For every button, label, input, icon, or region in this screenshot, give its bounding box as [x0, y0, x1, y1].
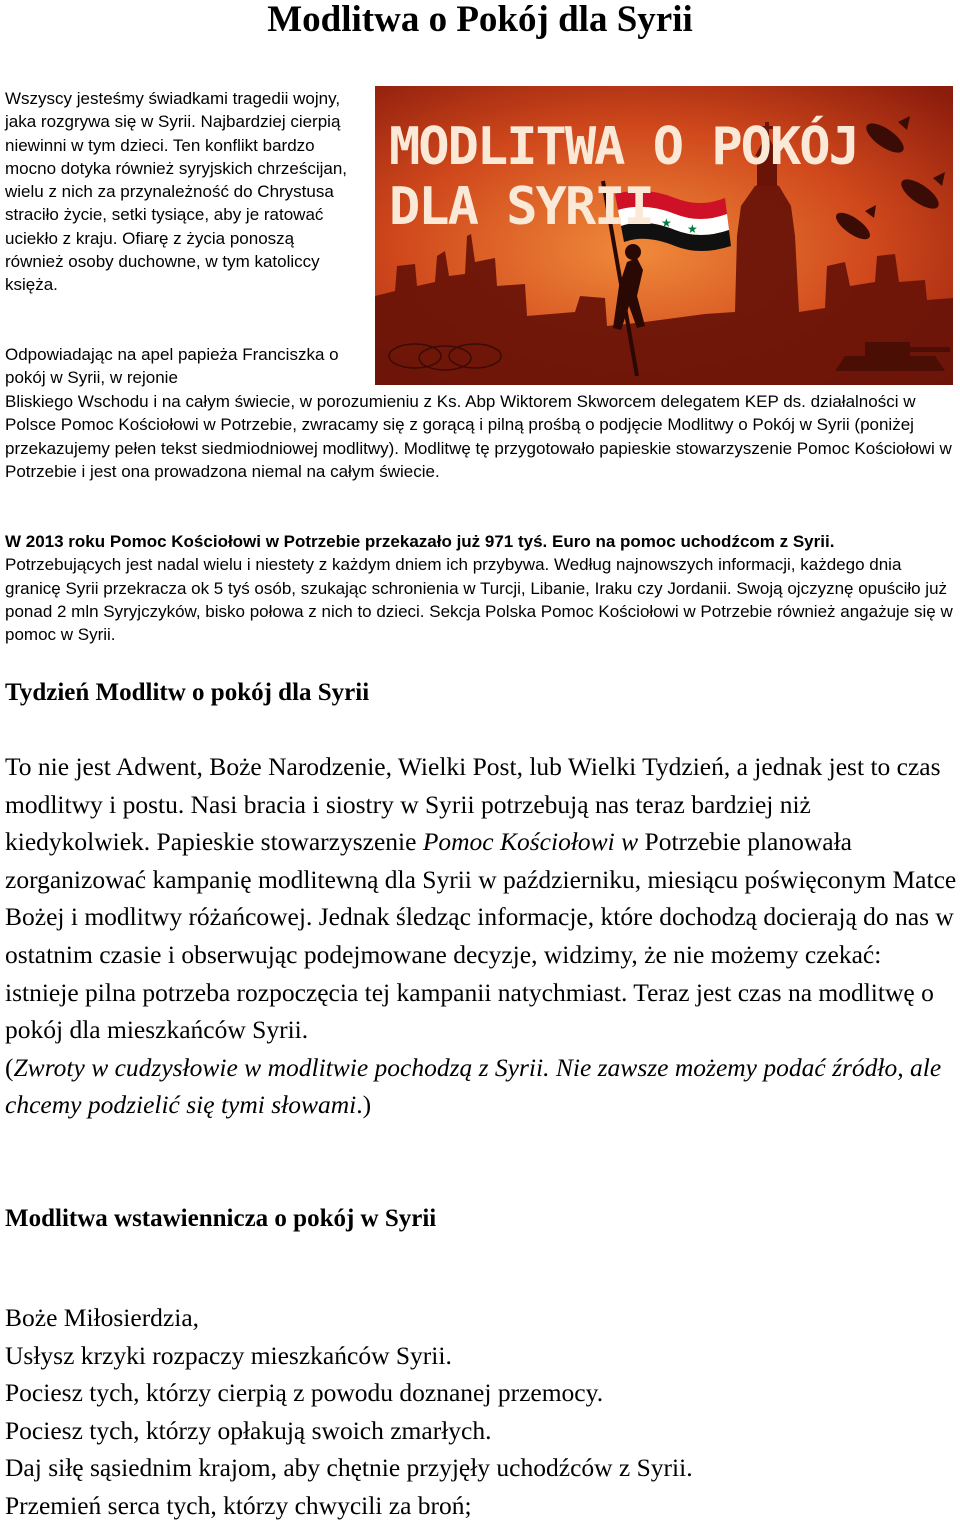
- prayer-line: Usłysz krzyki rozpaczy mieszkańców Syrii.: [5, 1340, 452, 1370]
- campaign-poster-image: [375, 86, 953, 385]
- note-close: .): [356, 1090, 372, 1120]
- quotation-note: Zwroty w cudzysłowie w modlitwie pochodzą z Syrii. Nie zawsze możemy podać źródło, ale chcemy podzielić się tymi słowami: [5, 1052, 942, 1120]
- intro-paragraph: Wszyscy jesteśmy świadkami tragedii wojny, jaka rozgrywa się w Syrii. Najbardziej cierpią niewinni w tym dzieci. Ten konflikt bardzo mocno dotyka również syryjskich chrześcijan, wielu z nich za przynależność do Chrystusa straciło życie, setki tysiące, aby je ratować uciekło z kraju. Ofiarę z życia ponoszą również osoby duchowne, w tym katoliccy księża.: [5, 89, 348, 295]
- prayer-line: Daj siłę sąsiednim krajom, aby chętnie przyjęły uchodźców z Syrii.: [5, 1453, 693, 1483]
- poster-title-line1: MODLITWA O POKÓJ: [389, 117, 858, 177]
- prayer-line: Przemień serca tych, którzy chwycili za broń;: [5, 1490, 472, 1520]
- week-text-start: To nie jest Adwent, Boże Narodzenie, Wielki Post, lub Wielki Tydzień, a jednak jest to czas modlitwy i postu. Nasi bracia i siostry w Syrii potrzebują nas teraz bardziej niż kiedykolwiek. Papieskie stowarzyszenie: [5, 752, 941, 857]
- statistics-highlight: W 2013 roku Pomoc Kościołowi w Potrzebie przekazało już 971 tyś. Euro na pomoc uchodźcom z Syrii.: [5, 532, 835, 551]
- statistics-paragraph: [5, 530, 955, 646]
- poster-title-line2: DLA SYRII: [389, 177, 653, 237]
- statistics-text: Potrzebujących jest nadal wielu i niestety z każdym dniem ich przybywa. Według najnowszych informacji, każdego dnia granicę Syrii przekracza ok 5 tyś osób, szukając schronienia w Turcji, Libanie, Iraku czy Jordanii. Swoją ojczyznę opuściło już ponad 2 mln Syryjczyków, bisko połowa z nich to dzieci. Sekcja Polska Pomoc Kościołowi w Potrzebie również angażuje się w pomoc w Syrii.: [5, 555, 953, 645]
- page-title: Modlitwa o Pokój dla Syrii: [267, 0, 693, 40]
- appeal-paragraph: Bliskiego Wschodu i na całym świecie, w porozumieniu z Ks. Abp Wiktorem Skworcem delegatem KEP ds. działalności w Polsce Pomoc Kościołowi w Potrzebie, zwracamy się z gorącą i pilną prośbą o podjęcie Modlitwy o Pokój w Syrii (poniżej przekazujemy pełen tekst siedmiodniowej modlitwy). Modlitwę tę przygotowało papieskie stowarzyszenie Pomoc Kościołowi w Potrzebie i jest ona prowadzona niemal na całym świecie.: [5, 392, 952, 481]
- week-heading: Tydzień Modlitw o pokój dla Syrii: [5, 679, 370, 706]
- prayer-line: Pociesz tych, którzy cierpią z powodu doznanej przemocy.: [5, 1378, 604, 1408]
- svg-text:★: ★: [687, 222, 698, 236]
- prayer-line: Pociesz tych, którzy opłakują swoich zmarłych.: [5, 1415, 492, 1445]
- prayer-text: [5, 1299, 955, 1525]
- week-text-end: Potrzebie planowała zorganizować kampanię modlitewną dla Syrii w październiku, miesiącu poświęconym Matce Bożej i modlitwy różańcowej. Jednak śledząc informacje, które dochodzą docierają do nas w ostatnim czasie i obserwując podejmowane decyzje, widzimy, że nie możemy czekać: istnieje pilna potrzeba rozpoczęcia tej kampanii natychmiast. Teraz jest czas na modlitwę o pokój dla mieszkańców Syrii.: [5, 827, 957, 1045]
- svg-text:★: ★: [661, 216, 672, 230]
- week-paragraph: [5, 748, 957, 1124]
- appeal-lead-text: Odpowiadając na apel papieża Franciszka o pokój w Syrii, w rejonie: [5, 345, 339, 388]
- prayer-line: Boże Miłosierdzia,: [5, 1303, 200, 1332]
- organization-name: Pomoc Kościołowi w: [422, 827, 639, 857]
- prayer-heading: Modlitwa wstawiennicza o pokój w Syrii: [5, 1205, 437, 1232]
- note-open: (: [5, 1052, 14, 1082]
